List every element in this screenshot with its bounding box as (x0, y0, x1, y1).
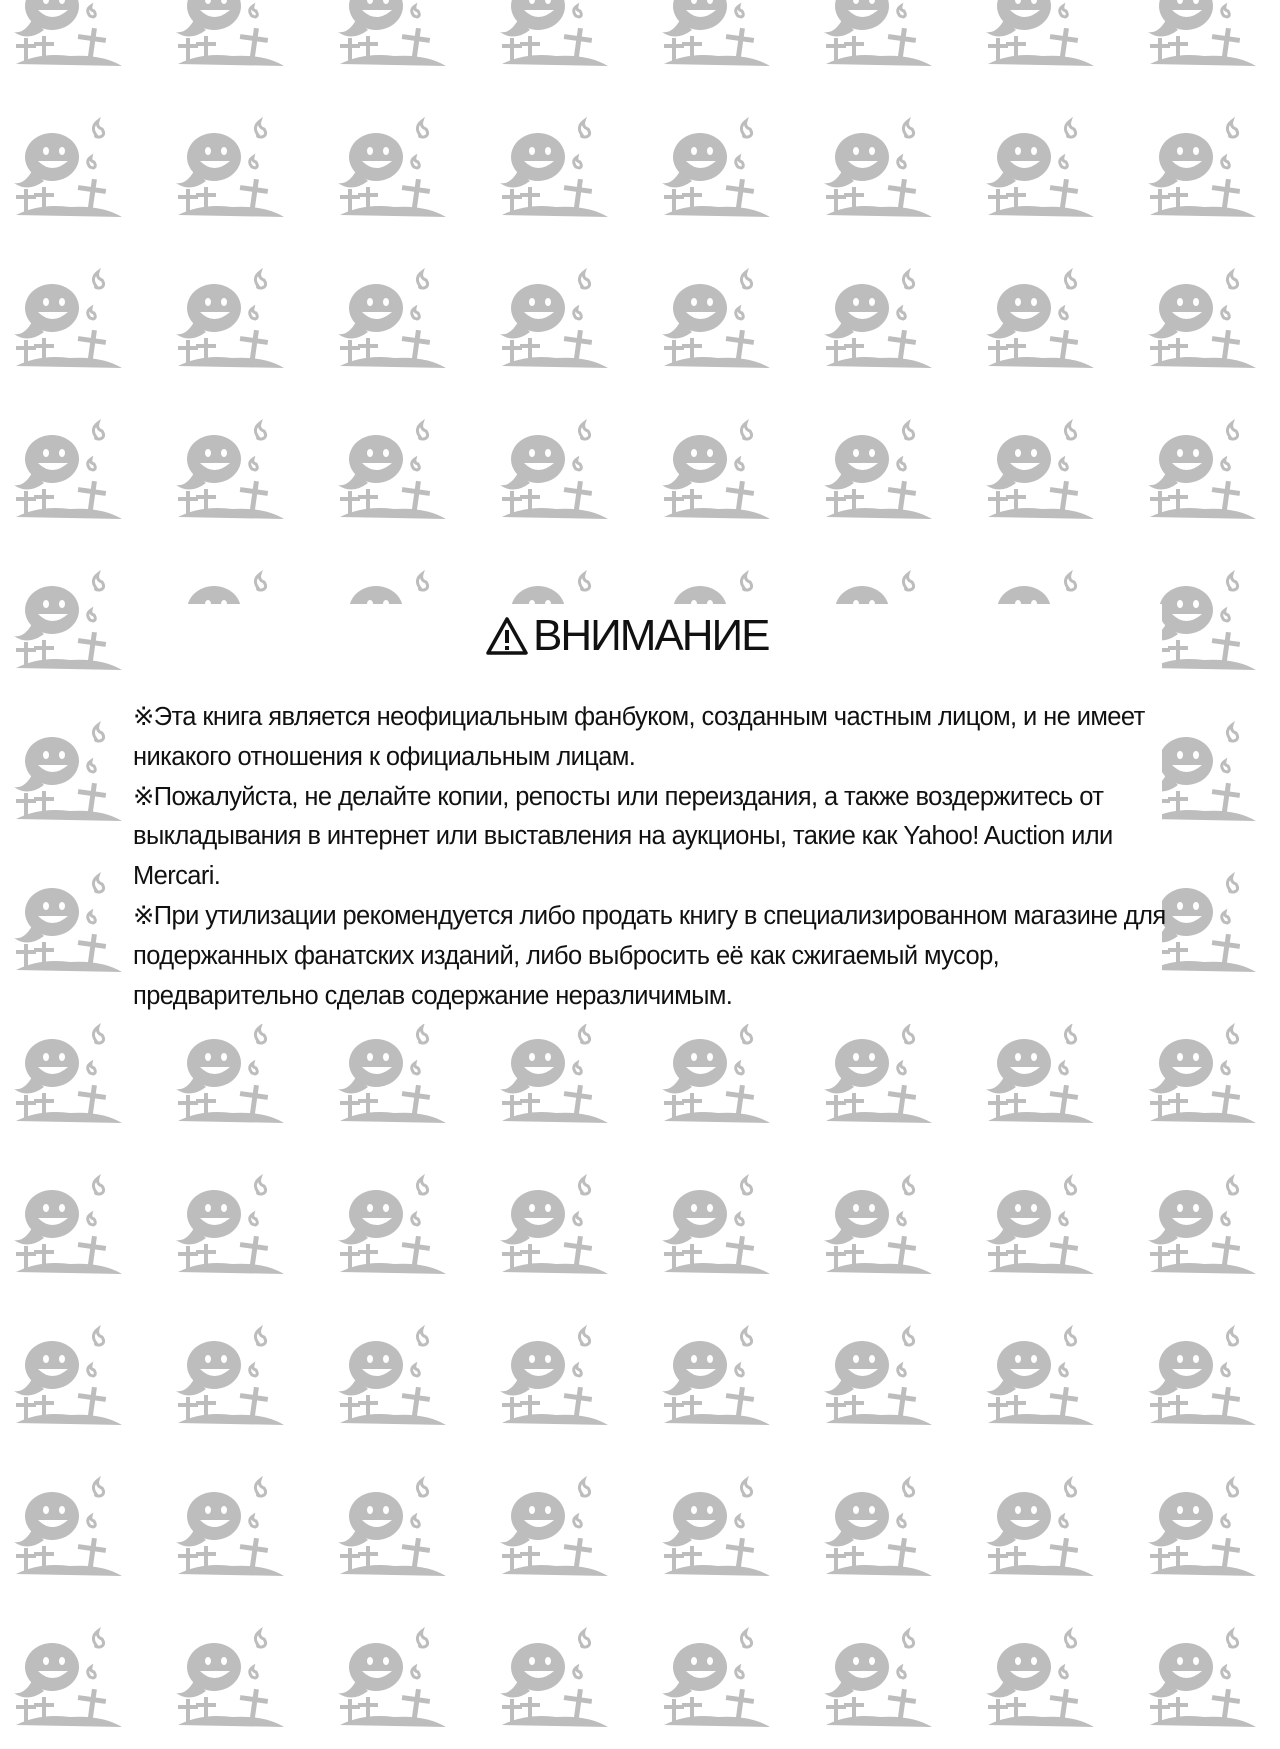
ghost-tile-icon (338, 121, 446, 217)
notice-body (133, 698, 1173, 1016)
ghost-tile-icon (500, 121, 608, 217)
ghost-tile-icon (824, 0, 932, 66)
ghost-tile-icon (176, 423, 284, 519)
ghost-tile-icon (338, 272, 446, 368)
ghost-tile-icon (824, 1178, 932, 1274)
ghost-tile-icon (14, 876, 122, 972)
ghost-tile-icon (824, 1329, 932, 1425)
ghost-tile-icon (176, 1480, 284, 1576)
ghost-tile-icon (662, 423, 770, 519)
ghost-tile-icon (14, 574, 122, 670)
ghost-tile-icon (14, 1178, 122, 1274)
ghost-tile-icon (824, 272, 932, 368)
ghost-tile-icon (1148, 272, 1256, 368)
ghost-tile-icon (500, 1027, 608, 1123)
notice-paragraph-no-copies: ※Пожалуйста, не делайте копии, репосты или переиздания, а также воздержитесь от выкладывания в интернет или выставления на аукционы, такие как Yahoo! Auction или Mercari. (133, 782, 1113, 891)
ghost-tile-icon (824, 1027, 932, 1123)
ghost-tile-icon (176, 1178, 284, 1274)
ghost-tile-icon (824, 121, 932, 217)
ghost-tile-icon (1148, 1329, 1256, 1425)
ghost-tile-icon (1148, 1178, 1256, 1274)
ghost-tile-icon (338, 1178, 446, 1274)
ghost-tile-icon (986, 1631, 1094, 1727)
ghost-tile-icon (986, 1178, 1094, 1274)
ghost-tile-icon (338, 423, 446, 519)
ghost-tile-icon (662, 272, 770, 368)
ghost-tile-icon (14, 1329, 122, 1425)
ghost-tile-icon (500, 1178, 608, 1274)
ghost-tile-icon (986, 1027, 1094, 1123)
notice-title (485, 606, 769, 666)
ghost-tile-icon (14, 1631, 122, 1727)
ghost-tile-icon (500, 1631, 608, 1727)
ghost-tile-icon (1148, 1027, 1256, 1123)
ghost-tile-icon (14, 272, 122, 368)
warning-icon (485, 616, 529, 656)
ghost-tile-icon (500, 272, 608, 368)
ghost-tile-icon (14, 121, 122, 217)
ghost-tile-icon (662, 121, 770, 217)
ghost-tile-icon (500, 0, 608, 66)
ghost-tile-icon (662, 1631, 770, 1727)
ghost-tile-icon (662, 1027, 770, 1123)
ghost-tile-icon (662, 0, 770, 66)
ghost-tile-icon (1148, 423, 1256, 519)
ghost-tile-icon (176, 1329, 284, 1425)
ghost-tile-icon (1148, 0, 1256, 66)
ghost-tile-icon (338, 1329, 446, 1425)
ghost-tile-icon (824, 423, 932, 519)
ghost-tile-icon (176, 0, 284, 66)
ghost-tile-icon (662, 1329, 770, 1425)
ghost-tile-icon (986, 272, 1094, 368)
ghost-tile-icon (662, 1178, 770, 1274)
ghost-tile-icon (176, 272, 284, 368)
ghost-tile-icon (176, 1631, 284, 1727)
ghost-tile-icon (1148, 1480, 1256, 1576)
ghost-tile-icon (500, 1480, 608, 1576)
ghost-tile-icon (1148, 121, 1256, 217)
ghost-tile-icon (338, 1027, 446, 1123)
ghost-tile-icon (14, 725, 122, 821)
ghost-tile-icon (1148, 574, 1256, 670)
notice-paragraph-disposal: ※При утилизации рекомендуется либо продать книгу в специализированном магазине для подержанных фанатских изданий, либо выбросить её как сжигаемый мусор, предварительно сделав содержание неразличимым. (133, 901, 1166, 1010)
ghost-tile-icon (824, 1480, 932, 1576)
ghost-tile-icon (176, 121, 284, 217)
ghost-tile-icon (986, 0, 1094, 66)
ghost-tile-icon (14, 0, 122, 66)
ghost-tile-icon (338, 1631, 446, 1727)
ghost-tile-icon (338, 0, 446, 66)
notice-title-text: ВНИМАНИЕ (533, 611, 769, 660)
ghost-tile-icon (986, 1329, 1094, 1425)
notice-paragraph-unofficial: ※Эта книга является неофициальным фанбуком, созданным частным лицом, и не имеет никакого отношения к официальным лицам. (133, 703, 1145, 771)
ghost-tile-icon (986, 121, 1094, 217)
ghost-tile-icon (14, 1027, 122, 1123)
ghost-tile-icon (338, 1480, 446, 1576)
ghost-tile-icon (14, 1480, 122, 1576)
ghost-tile-icon (986, 423, 1094, 519)
ghost-tile-icon (500, 1329, 608, 1425)
ghost-tile-icon (824, 1631, 932, 1727)
ghost-tile-icon (1148, 1631, 1256, 1727)
ghost-tile-icon (176, 1027, 284, 1123)
ghost-tile-icon (14, 423, 122, 519)
ghost-tile-icon (500, 423, 608, 519)
ghost-tile-icon (986, 1480, 1094, 1576)
ghost-tile-icon (662, 1480, 770, 1576)
